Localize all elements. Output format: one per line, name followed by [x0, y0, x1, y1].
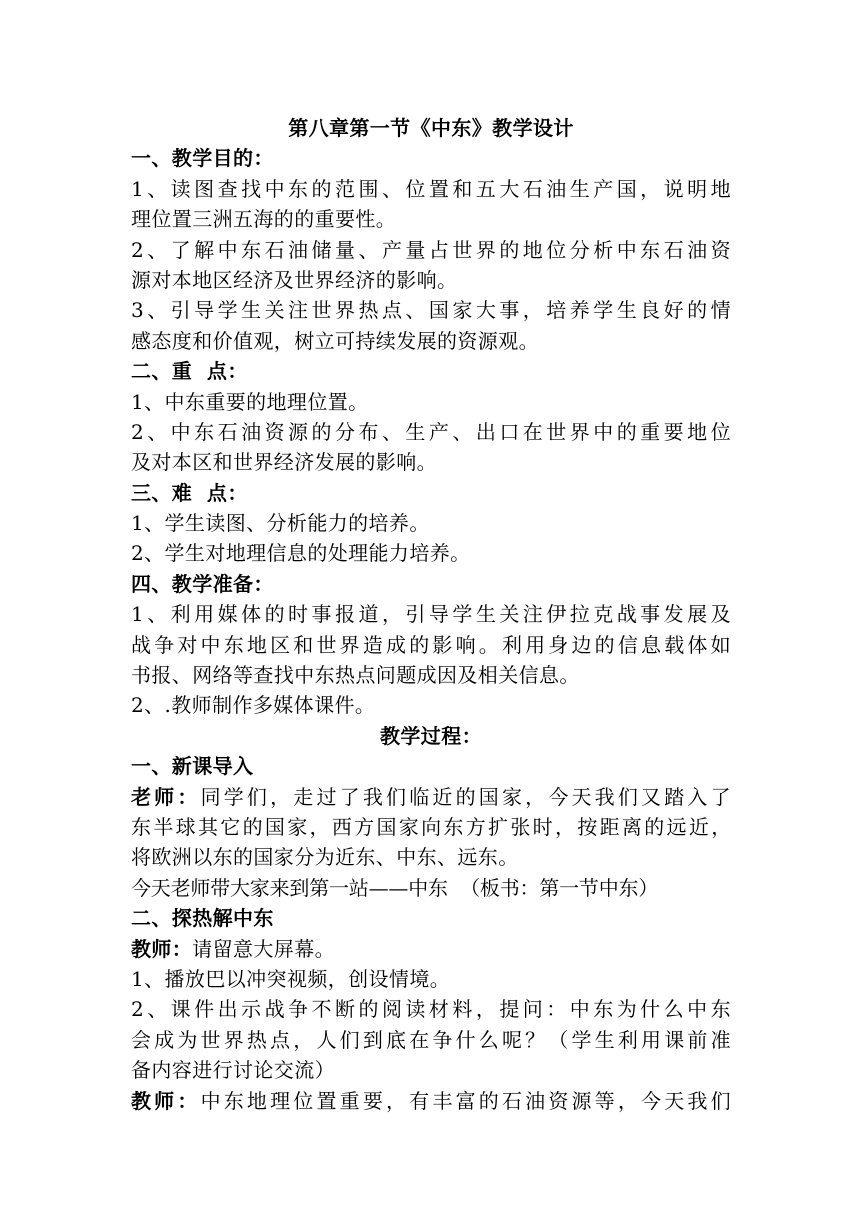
paragraph-line: 1、中东重要的地理位置。	[131, 389, 369, 414]
speaker-label: 老师：	[131, 784, 201, 809]
paragraph-line: 战争对中东地区和世界造成的影响。利用身边的信息载体如	[131, 632, 731, 657]
paragraph-line	[131, 1086, 731, 1116]
section-heading-preparation: 四、教学准备：	[131, 571, 274, 596]
paragraph-line: 备内容进行讨论交流）	[131, 1058, 335, 1083]
paragraph-line: 2、学生对地理信息的处理能力培养。	[131, 541, 471, 566]
document-title: 第八章第一节《中东》教学设计	[288, 116, 574, 140]
paragraph-line: 书报、网络等查找中东热点问题成因及相关信息。	[131, 663, 580, 688]
speaker-label: 教师：	[131, 936, 193, 961]
paragraph-line	[131, 934, 731, 964]
speaker-label: 教师：	[131, 1088, 201, 1113]
paragraph-line: 感态度和价值观，树立可持续发展的资源观。	[131, 328, 539, 353]
paragraph-line: 1、读图查找中东的范围、位置和五大石油生产国，说明地	[131, 176, 731, 201]
section-heading-objectives: 一、教学目的：	[131, 146, 274, 171]
section-heading-key-points: 二、重 点：	[131, 359, 248, 384]
paragraph-line: 今天老师带大家来到第一站——中东 （板书：第一节中东）	[131, 875, 659, 900]
speaker-text: 请留意大屏幕。	[192, 936, 336, 961]
paragraph-line: 1、播放巴以冲突视频，创设情境。	[131, 966, 451, 991]
paragraph-line: 会成为世界热点，人们到底在争什么呢？（学生利用课前准	[131, 1027, 731, 1052]
speaker-text: 中东地理位置重要，有丰富的石油资源等，今天我们	[200, 1088, 732, 1113]
speaker-text: 同学们，走过了我们临近的国家，今天我们又踏入了	[200, 784, 732, 809]
paragraph-line	[131, 782, 731, 812]
part-heading-exploration: 二、探热解中东	[131, 906, 274, 931]
paragraph-line: 将欧洲以东的国家分为近东、中东、远东。	[131, 845, 519, 870]
paragraph-line: 2、了解中东石油储量、产量占世界的地位分析中东石油资	[131, 237, 731, 262]
process-title: 教学过程：	[380, 723, 482, 748]
section-heading-difficulties: 三、难 点：	[131, 480, 248, 505]
paragraph-line: 2、.教师制作多媒体课件。	[131, 693, 376, 718]
paragraph-line: 3、引导学生关注世界热点、国家大事，培养学生良好的情	[131, 298, 731, 323]
paragraph-line: 东半球其它的国家，西方国家向东方扩张时，按距离的远近，	[131, 814, 731, 839]
document-page	[131, 113, 731, 1116]
paragraph-line: 2、课件出示战争不断的阅读材料，提问：中东为什么中东	[131, 997, 731, 1022]
paragraph-line: 1、利用媒体的时事报道，引导学生关注伊拉克战事发展及	[131, 602, 731, 627]
paragraph-line: 1、学生读图、分析能力的培养。	[131, 511, 430, 536]
paragraph-line: 源对本地区经济及世界经济的影响。	[131, 267, 458, 292]
paragraph-line: 2、中东石油资源的分布、生产、出口在世界中的重要地位	[131, 419, 731, 444]
part-heading-introduction: 一、新课导入	[131, 754, 254, 779]
paragraph-line: 理位置三洲五海的的重要性。	[131, 207, 397, 232]
paragraph-line: 及对本区和世界经济发展的影响。	[131, 450, 437, 475]
